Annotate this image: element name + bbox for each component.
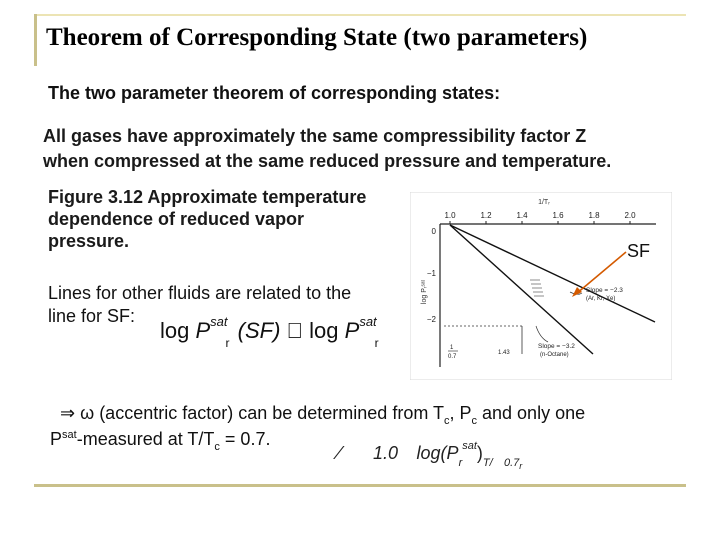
- top-tick-label: 1.2: [480, 211, 492, 220]
- top-rule: [34, 14, 686, 16]
- omega-symbol: ω: [80, 403, 95, 423]
- marker-bottom: 0.7: [448, 354, 457, 360]
- theorem-statement: [43, 124, 703, 174]
- marker-value: 1.43: [498, 350, 510, 356]
- psat-p: P: [50, 429, 63, 449]
- reduced-vapor-pressure-figure: [410, 192, 672, 380]
- implies-arrow: ⇒: [60, 403, 76, 423]
- formula-log-2: log: [309, 318, 339, 343]
- bottom-rule: [34, 484, 686, 487]
- psat-sub-c: c: [214, 441, 220, 453]
- omega-sub-c1: c: [444, 415, 450, 427]
- left-accent-bar: [34, 14, 37, 66]
- omega-formula-tail: T/  0.7: [482, 457, 520, 469]
- statement-line-1: All gases have approximately the same compressibility factor Z: [43, 126, 587, 146]
- sf-annotation-arrow: [570, 250, 630, 300]
- omega-formula-sat: sat: [462, 440, 477, 452]
- psat-text-2: = 0.7.: [219, 429, 271, 449]
- omega-formula-r: r: [458, 457, 463, 469]
- arrow-head: [572, 287, 582, 297]
- omega-formula-part2: ): [476, 443, 483, 463]
- figure-caption: [48, 186, 408, 252]
- caption-line-3: pressure.: [48, 231, 130, 251]
- slope2-label: Slope = −3.2: [538, 343, 575, 350]
- formula-log-1: log: [160, 318, 190, 343]
- psat-statement: [50, 426, 270, 455]
- sf-relation-formula: [160, 314, 381, 350]
- figure-top-axis-title: 1/Tᵣ: [538, 199, 550, 206]
- formula-sat-1: sat: [210, 314, 228, 329]
- omega-formula: [338, 440, 523, 471]
- top-tick-label: 1.4: [516, 211, 528, 220]
- caption-line-2: dependence of reduced vapor: [48, 209, 305, 229]
- formula-sat-2: sat: [359, 314, 377, 329]
- marker-top: 1: [450, 345, 454, 351]
- slope2-sub: (n-Octane): [540, 352, 569, 358]
- y-tick-label: −1: [426, 269, 436, 278]
- figure-y-axis-title: log Pᵣˢᵃᵗ: [421, 279, 428, 305]
- psat-text: -measured at T/T: [76, 429, 215, 449]
- formula-r-2: r: [374, 336, 379, 350]
- sf-label: SF: [627, 241, 651, 261]
- slide-title: Theorem of Corresponding State (two parameters): [46, 24, 588, 51]
- omega-formula-tail-r: r: [519, 461, 523, 471]
- psat-sup: sat: [62, 429, 77, 441]
- formula-r-1: r: [225, 336, 230, 350]
- formula-sf: (SF): [237, 318, 281, 343]
- lines-line-2: line for SF:: [48, 306, 136, 326]
- top-tick-label: 1.0: [444, 211, 456, 220]
- formula-p-2: P: [344, 318, 360, 343]
- lines-line-1: Lines for other fluids are related to the: [48, 283, 352, 303]
- slope1-sub: (Ar, Kr, Xe): [586, 296, 616, 302]
- top-tick-label: 1.8: [588, 211, 600, 220]
- caption-line-1: Figure 3.12 Approximate temperature: [48, 187, 367, 207]
- omega-text-3: and only one: [477, 403, 586, 423]
- omega-text-2: , P: [449, 403, 472, 423]
- top-tick-label: 1.6: [552, 211, 564, 220]
- arrow-shaft: [576, 252, 626, 294]
- formula-operator:  : [286, 318, 304, 343]
- top-tick-label: 2.0: [624, 211, 636, 220]
- y-tick-label: −2: [426, 315, 436, 324]
- formula-p-1: P: [195, 318, 211, 343]
- y-tick-label: 0: [431, 227, 436, 236]
- omega-text-1: (accentric factor) can be determined from T: [99, 403, 444, 423]
- omega-formula-part1: ⁄   1.0  log(P: [338, 443, 459, 463]
- omega-sub-c2: c: [471, 415, 478, 427]
- omega-statement: [60, 400, 585, 429]
- statement-line-2: when compressed at the same reduced pressure and temperature.: [43, 151, 612, 171]
- slope1-label: Slope = −2.3: [586, 287, 623, 294]
- slide-subtitle: The two parameter theorem of corresponding states:: [48, 83, 501, 103]
